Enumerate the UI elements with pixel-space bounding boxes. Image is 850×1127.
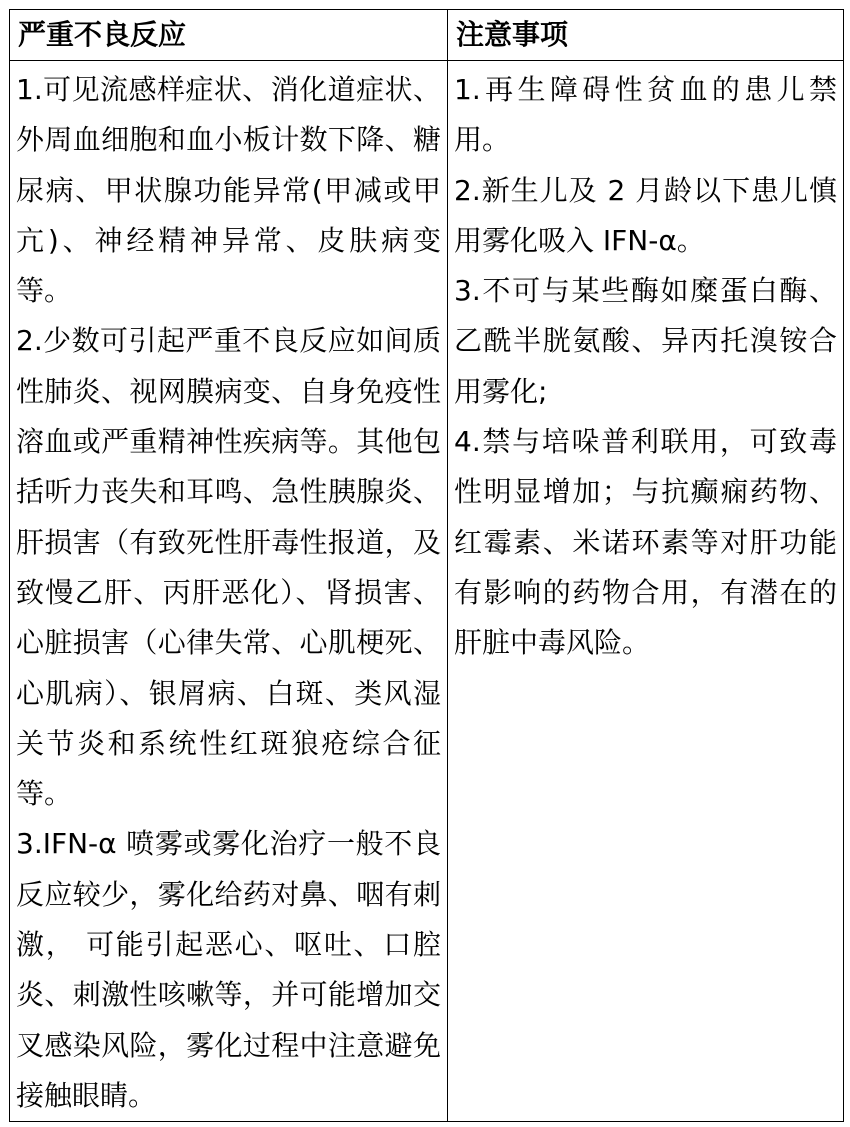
adverse-reaction-item-2: 2.少数可引起严重不良反应如间质性肺炎、视网膜病变、自身免疫性溶血或严重精神性疾病等。其他包括听力丧失和耳鸣、急性胰腺炎、肝损害（有致死性肝毒性报道，及致慢乙肝、丙肝恶化）、肾损害、心脏损害（心律失常、心肌梗死、心肌病）、银屑病、白斑、类风湿关节炎和系统性红斑狼疮综合征等。 xyxy=(16,324,441,811)
adverse-reaction-item-3: 3.IFN-α 喷雾或雾化治疗一般不良反应较少，雾化给药对鼻、咽有刺激， 可能引起恶心、呕吐、口腔炎、刺激性咳嗽等，并可能增加交叉感染风险，雾化过程中注意避免接触眼睛。 xyxy=(16,827,441,1112)
adverse-reactions-cell xyxy=(10,61,448,1122)
table-header-row xyxy=(10,10,844,61)
drug-info-table xyxy=(9,9,844,1122)
header-precautions: 注意事项 xyxy=(448,10,844,61)
precautions-cell xyxy=(448,61,844,1122)
adverse-reaction-item-1: 1.可见流感样症状、消化道症状、外周血细胞和血小板计数下降、糖尿病、甲状腺功能异常(甲减或甲亢)、神经精神异常、皮肤病变等。 xyxy=(16,73,441,308)
drug-info-table-wrapper xyxy=(9,9,843,1118)
precaution-item-2: 2.新生儿及 2 月龄以下患儿慎用雾化吸入 IFN-α。 xyxy=(454,173,837,257)
precaution-item-4: 4.禁与培哚普利联用，可致毒性明显增加；与抗癫痫药物、红霉素、米诺环素等对肝功能有影响的药物合用，有潜在的肝脏中毒风险。 xyxy=(454,425,837,660)
table-row xyxy=(10,61,844,1122)
precaution-item-1: 1.再生障碍性贫血的患儿禁用。 xyxy=(454,73,837,157)
precaution-item-3: 3.不可与某些酶如糜蛋白酶、乙酰半胱氨酸、异丙托溴铵合用雾化; xyxy=(454,274,837,408)
header-adverse-reactions: 严重不良反应 xyxy=(10,10,448,61)
